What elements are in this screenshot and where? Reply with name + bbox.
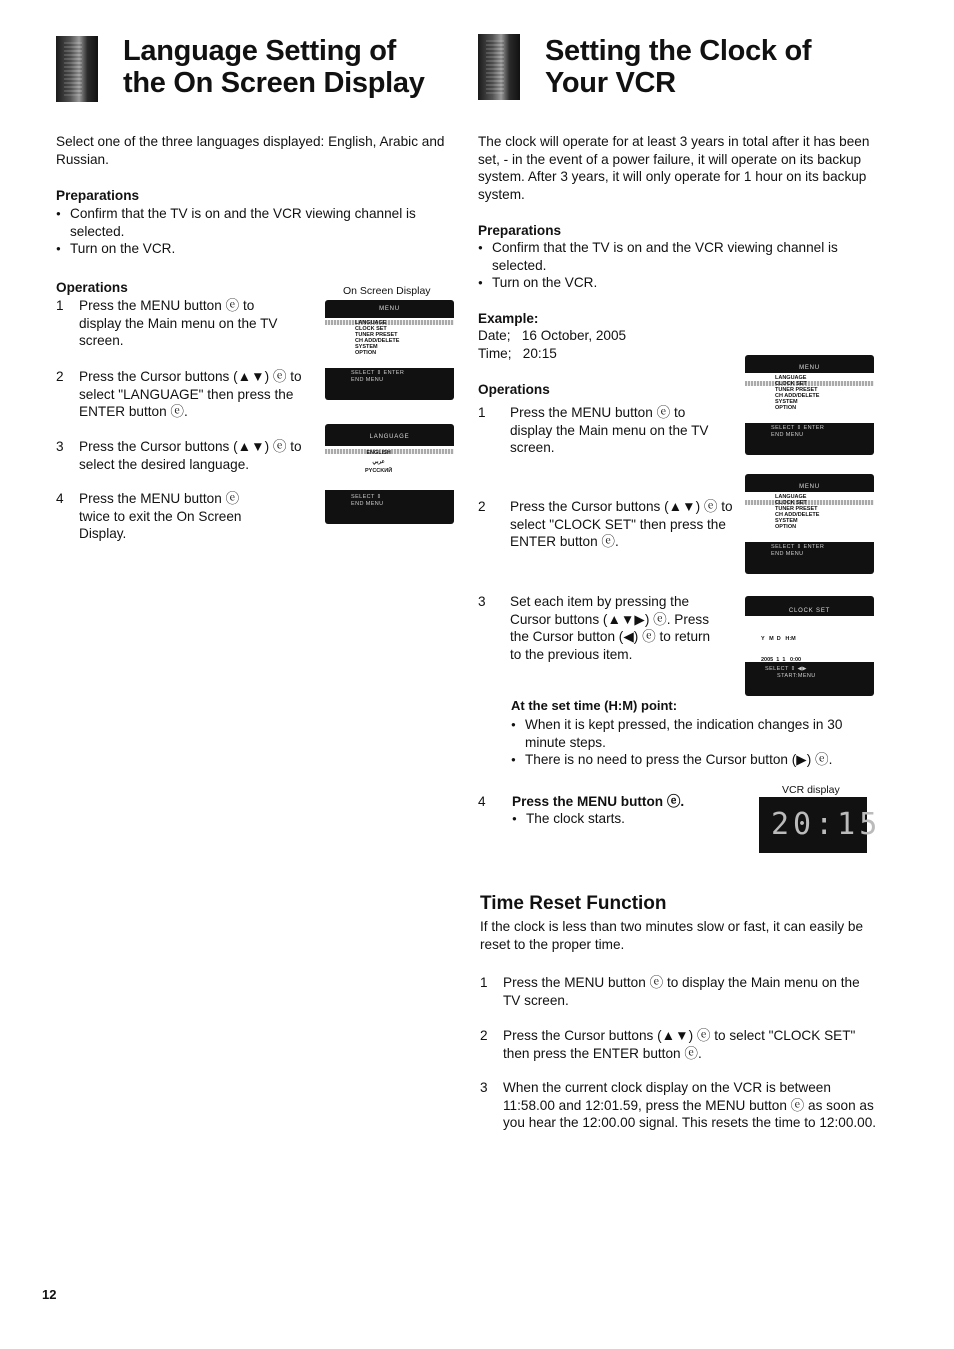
step4-bullet: ● The clock starts. — [512, 810, 625, 828]
time-reset-heading: Time Reset Function — [480, 893, 667, 914]
set-time-heading: At the set time (H:M) point: — [511, 698, 678, 713]
set-time-list — [511, 716, 861, 769]
left-preparations-list — [56, 205, 451, 258]
osd-main-menu-screen: MENU LANGUAGE CLOCK SET TUNER PRESET CH ADD/DELETE SYSTEM OPTION SELECT ⇕ ENTER END MENU — [745, 355, 874, 455]
list-item: ● Turn on the VCR. — [478, 274, 878, 292]
left-title: Language Setting of the On Screen Display — [123, 35, 425, 99]
list-item: ● Turn on the VCR. — [56, 240, 451, 258]
example-heading: Example: — [478, 311, 539, 326]
right-intro: The clock will operate for at least 3 years in total after it has been set, - in the event of a power failure, it will operate on its backup system. After 3 years, it will only operate for 1 hour on its backup system. — [478, 134, 870, 202]
time-reset-intro: If the clock is less than two minutes slow or fast, it can easily be reset to the proper time. — [480, 919, 864, 952]
vcr-time-readout: 20:15 — [771, 807, 882, 842]
right-operations-heading: Operations — [478, 382, 550, 397]
vcr-display-caption: VCR display — [782, 784, 840, 796]
left-operations-heading: Operations — [56, 280, 128, 295]
screen-caption: On Screen Display — [343, 285, 431, 297]
list-item: ● There is no need to press the Cursor button (▶) ⓔ. — [511, 751, 861, 769]
left-intro: Select one of the three languages displayed: English, Arabic and Russian. — [56, 134, 445, 167]
section-marker-icon — [56, 36, 98, 102]
list-item: ● Confirm that the TV is on and the VCR viewing channel is selected. — [56, 205, 451, 240]
list-item: ● When it is kept pressed, the indication changes in 30 minute steps. — [511, 716, 861, 751]
page-number: 12 — [42, 1287, 57, 1302]
right-preparations-heading: Preparations — [478, 223, 562, 238]
osd-language-screen: LANGUAGE ENGLISH عربي PYCCKИЙ SELECT ⇕ END MENU — [325, 424, 454, 524]
example-date: Date; 16 October, 2005 — [478, 328, 627, 343]
osd-main-menu-clock-selected-screen: MENU LANGUAGE CLOCK SET TUNER PRESET CH ADD/DELETE SYSTEM OPTION SELECT ⇕ ENTER END MENU — [745, 474, 874, 574]
left-preparations-heading: Preparations — [56, 188, 140, 203]
osd-main-menu-screen: MENU LANGUAGE CLOCK SET TUNER PRESET CH ADD/DELETE SYSTEM OPTION SELECT ⇕ ENTER END MENU — [325, 300, 454, 400]
osd-clock-set-screen: CLOCK SET Y M D H:M 2005 1 1 0:00 SELECT ⇕ ◀▶ START:MENU — [745, 596, 874, 696]
section-marker-icon — [478, 34, 520, 100]
right-preparations-list — [478, 239, 878, 292]
right-title: Setting the Clock of Your VCR — [545, 35, 812, 99]
example-time: Time; 20:15 — [478, 346, 557, 361]
list-item: ● Confirm that the TV is on and the VCR viewing channel is selected. — [478, 239, 878, 274]
vcr-display — [759, 797, 882, 853]
